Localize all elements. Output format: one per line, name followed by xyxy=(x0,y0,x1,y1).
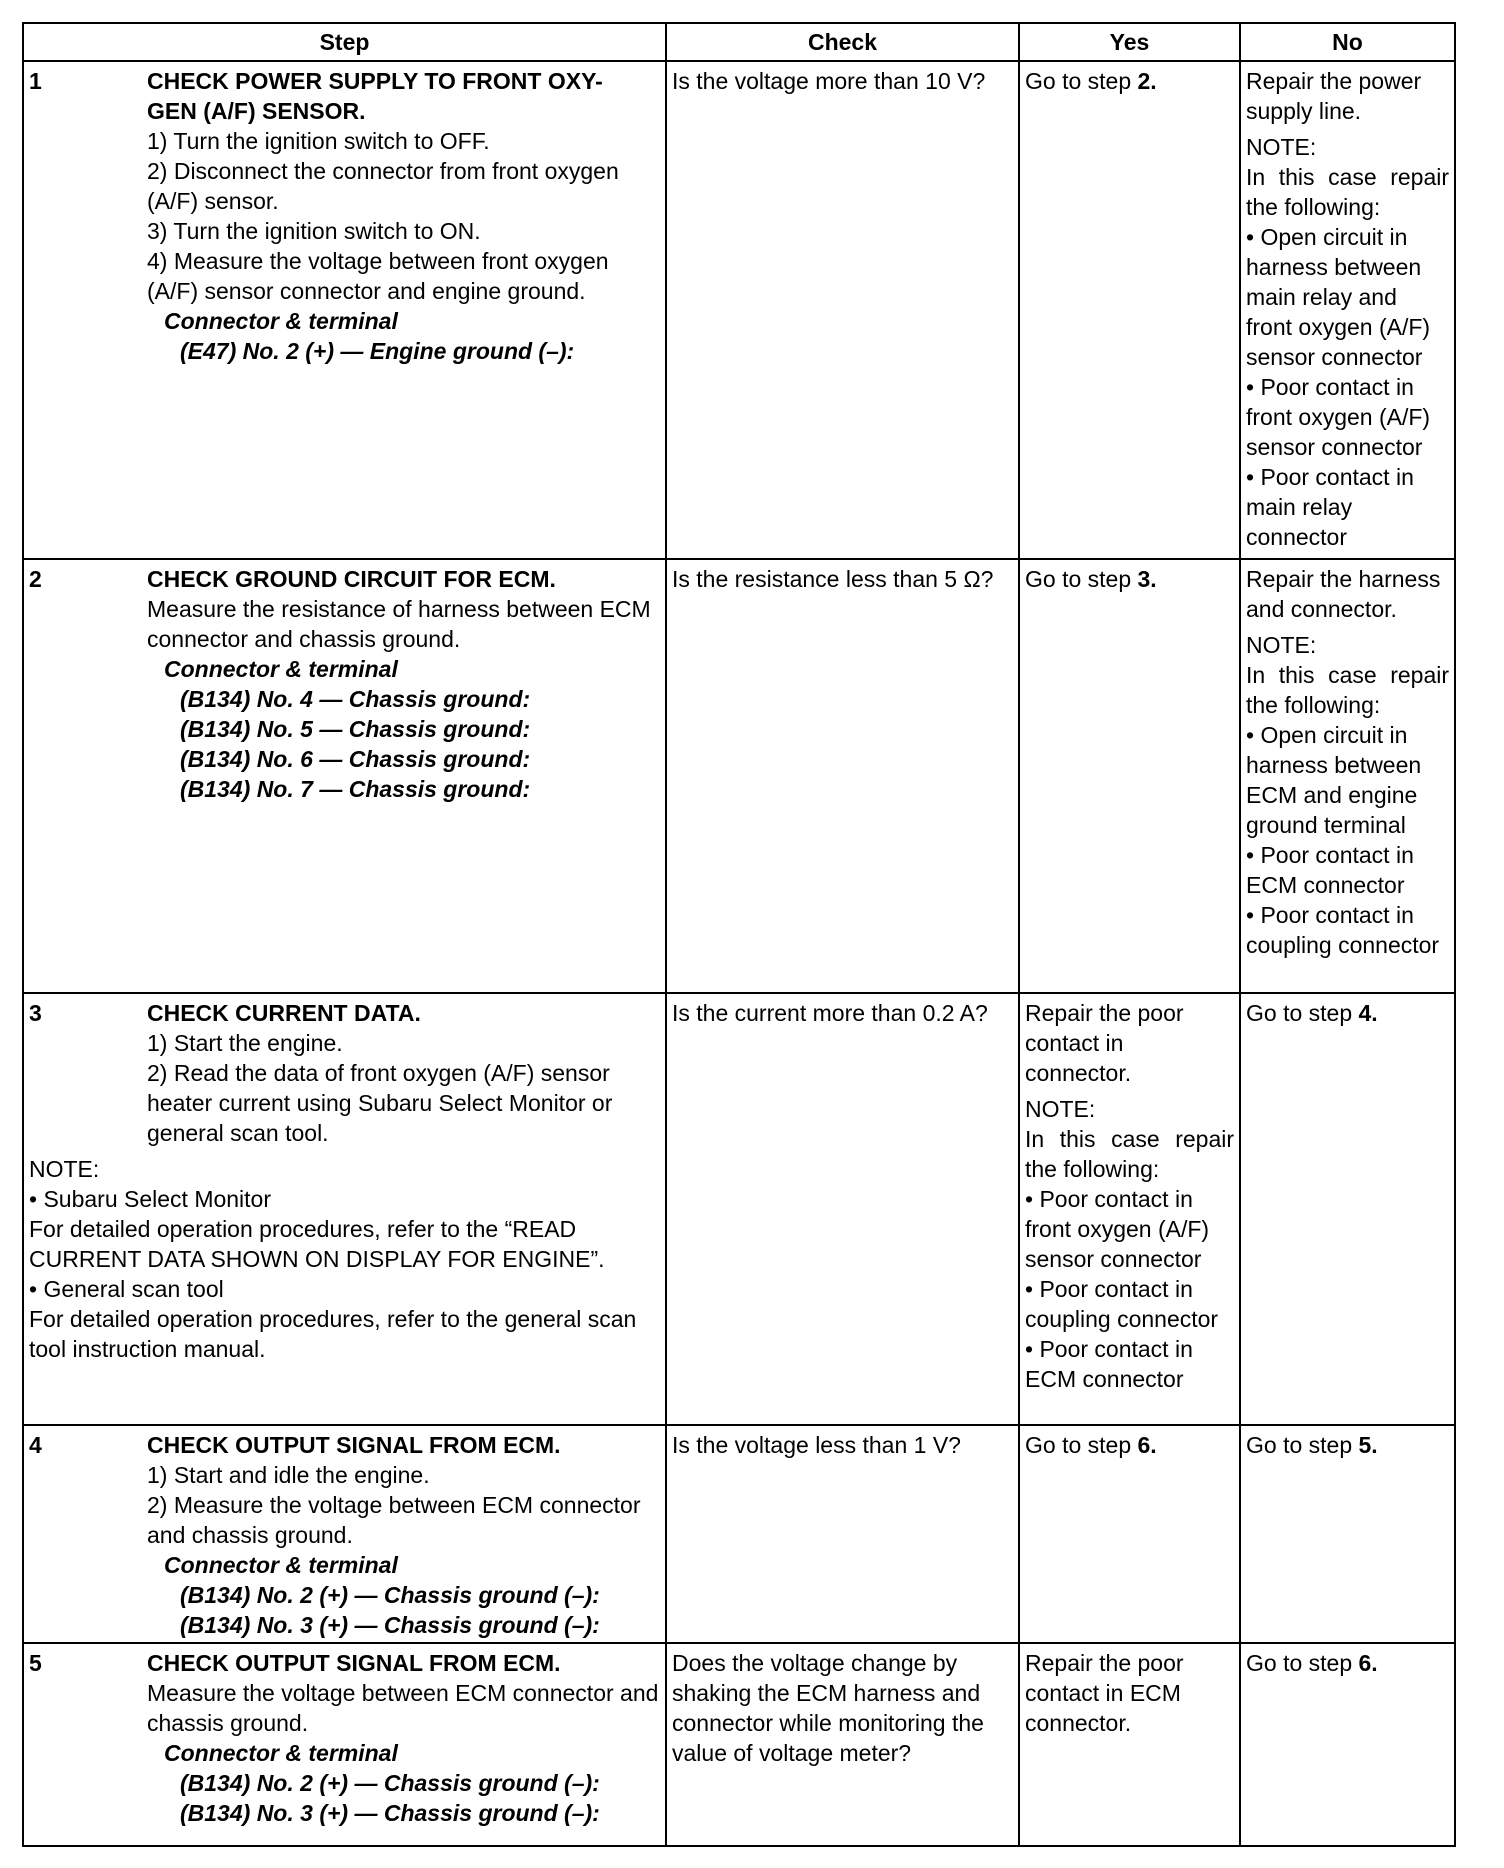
note-label: NOTE: xyxy=(1246,632,1317,658)
note-bullet: • Open circuit in harness between ECM and engine ground terminal xyxy=(1246,722,1422,838)
table-row-step-5 xyxy=(23,1643,1455,1846)
step-number: 1 xyxy=(29,68,42,94)
no-text: Go to step xyxy=(1246,1650,1359,1676)
note-bullet: • Poor contact in coupling connector xyxy=(1025,1276,1219,1332)
no-cell xyxy=(1240,61,1455,559)
header-step: Step xyxy=(23,23,666,61)
table-row-step-3 xyxy=(23,993,1455,1425)
note-bullet: • Open circuit in harness between main relay and front oxygen (A/F) sensor connector xyxy=(1246,224,1431,370)
note-bullet: • Poor contact in front oxygen (A/F) sensor connector xyxy=(1025,1186,1210,1272)
note-bullet: • Poor contact in coupling connector xyxy=(1246,902,1440,958)
no-cell xyxy=(1240,559,1455,993)
header-no: No xyxy=(1240,23,1455,61)
yes-text: Go to step xyxy=(1025,566,1138,592)
connector-terminal: (B134) No. 6 — Chassis ground: xyxy=(180,746,531,772)
procedure-step: 3) Turn the ignition switch to ON. xyxy=(147,218,481,244)
connector-label: Connector & terminal xyxy=(164,656,398,682)
step-description: Measure the resistance of harness between ECM connector and chassis ground. xyxy=(147,596,651,652)
check-cell: Is the voltage less than 1 V? xyxy=(666,1425,1019,1643)
step-title: CHECK CURRENT DATA. xyxy=(147,1000,421,1026)
note-bullet: • Poor contact in ECM connector xyxy=(1246,842,1414,898)
step-number: 4 xyxy=(29,1432,42,1458)
connector-terminal: (B134) No. 4 — Chassis ground: xyxy=(180,686,531,712)
note-bullet: • Poor contact in front oxygen (A/F) sensor connector xyxy=(1246,374,1431,460)
yes-step: 2. xyxy=(1137,68,1157,94)
procedure-step: 2) Disconnect the connector from front oxygen (A/F) sensor. xyxy=(147,158,619,214)
procedure-step: 2) Read the data of front oxygen (A/F) sensor heater current using Subaru Select Monitor or general scan tool. xyxy=(147,1060,613,1146)
header-row xyxy=(23,23,1455,61)
header-yes: Yes xyxy=(1019,23,1240,61)
procedure-step: 4) Measure the voltage between front oxygen (A/F) sensor connector and engine ground. xyxy=(147,248,609,304)
connector-terminal: (E47) No. 2 (+) — Engine ground (–): xyxy=(180,338,575,364)
yes-step: 6. xyxy=(1137,1432,1157,1458)
no-text: Go to step xyxy=(1246,1432,1359,1458)
yes-cell xyxy=(1019,1425,1240,1643)
no-text: Repair the power supply line. xyxy=(1246,68,1422,124)
yes-cell xyxy=(1019,993,1240,1425)
procedure-step: 1) Start the engine. xyxy=(147,1030,343,1056)
step-description: Measure the voltage between ECM connector and chassis ground. xyxy=(147,1680,659,1736)
no-step: 4. xyxy=(1358,1000,1378,1026)
note-bullet: • Poor contact in ECM connector xyxy=(1025,1336,1193,1392)
connector-terminal: (B134) No. 2 (+) — Chassis ground (–): xyxy=(180,1770,600,1796)
check-cell: Is the resistance less than 5 Ω? xyxy=(666,559,1019,993)
no-cell xyxy=(1240,1643,1455,1846)
no-text: Go to step xyxy=(1246,1000,1359,1026)
step-title: CHECK OUTPUT SIGNAL FROM ECM. xyxy=(147,1432,561,1458)
no-step: 6. xyxy=(1358,1650,1378,1676)
table-row-step-2 xyxy=(23,559,1455,993)
step-number: 5 xyxy=(29,1650,42,1676)
connector-label: Connector & terminal xyxy=(164,1740,398,1766)
note-intro: In this case repair the following: xyxy=(1246,164,1449,220)
step-number: 3 xyxy=(29,1000,42,1026)
connector-terminal: (B134) No. 2 (+) — Chassis ground (–): xyxy=(180,1582,600,1608)
no-cell xyxy=(1240,1425,1455,1643)
yes-text: Repair the poor contact in connector. xyxy=(1025,1000,1184,1086)
yes-cell xyxy=(1019,559,1240,993)
step-number: 2 xyxy=(29,566,42,592)
note-intro: In this case repair the following: xyxy=(1025,1126,1234,1182)
no-cell xyxy=(1240,993,1455,1425)
connector-terminal: (B134) No. 7 — Chassis ground: xyxy=(180,776,531,802)
note-label: NOTE: xyxy=(1025,1096,1096,1122)
check-cell: Does the voltage change by shaking the ECM harness and connector while monitoring the value of voltage meter? xyxy=(666,1643,1019,1846)
note-intro: In this case repair the following: xyxy=(1246,662,1449,718)
note-label: NOTE: xyxy=(29,1156,100,1182)
connector-label: Connector & terminal xyxy=(164,308,398,334)
note-item: For detailed operation procedures, refer to the “READ CURRENT DATA SHOWN ON DISPLAY FOR ENGINE”. xyxy=(29,1216,605,1272)
step-cell xyxy=(23,559,666,993)
no-text: Repair the harness and connector. xyxy=(1246,566,1441,622)
connector-terminal: (B134) No. 3 (+) — Chassis ground (–): xyxy=(180,1612,600,1638)
step-cell xyxy=(23,993,666,1425)
step-cell xyxy=(23,1425,666,1643)
yes-step: 3. xyxy=(1137,566,1157,592)
step-title: CHECK OUTPUT SIGNAL FROM ECM. xyxy=(147,1650,561,1676)
yes-cell xyxy=(1019,61,1240,559)
header-check: Check xyxy=(666,23,1019,61)
connector-terminal: (B134) No. 3 (+) — Chassis ground (–): xyxy=(180,1800,600,1826)
note-label: NOTE: xyxy=(1246,134,1317,160)
check-cell: Is the current more than 0.2 A? xyxy=(666,993,1019,1425)
step-cell xyxy=(23,61,666,559)
step-cell xyxy=(23,1643,666,1846)
no-step: 5. xyxy=(1358,1432,1378,1458)
check-cell: Is the voltage more than 10 V? xyxy=(666,61,1019,559)
note-item: • Subaru Select Monitor xyxy=(29,1186,272,1212)
yes-text: Go to step xyxy=(1025,1432,1138,1458)
connector-label: Connector & terminal xyxy=(164,1552,398,1578)
procedure-step: 2) Measure the voltage between ECM connector and chassis ground. xyxy=(147,1492,641,1548)
diagnostic-table xyxy=(22,22,1456,1847)
yes-text: Go to step xyxy=(1025,68,1138,94)
table-row-step-1 xyxy=(23,61,1455,559)
step-title-line: GEN (A/F) SENSOR. xyxy=(147,98,366,124)
step-title: CHECK GROUND CIRCUIT FOR ECM. xyxy=(147,566,556,592)
step-title-line: CHECK POWER SUPPLY TO FRONT OXY- xyxy=(147,68,603,94)
procedure-step: 1) Turn the ignition switch to OFF. xyxy=(147,128,490,154)
connector-terminal: (B134) No. 5 — Chassis ground: xyxy=(180,716,531,742)
yes-cell: Repair the poor contact in ECM connector. xyxy=(1019,1643,1240,1846)
table-row-step-4 xyxy=(23,1425,1455,1643)
note-item: • General scan tool xyxy=(29,1276,224,1302)
note-bullet: • Poor contact in main relay connector xyxy=(1246,464,1414,550)
note-item: For detailed operation procedures, refer to the general scan tool instruction manual. xyxy=(29,1306,637,1362)
procedure-step: 1) Start and idle the engine. xyxy=(147,1462,430,1488)
